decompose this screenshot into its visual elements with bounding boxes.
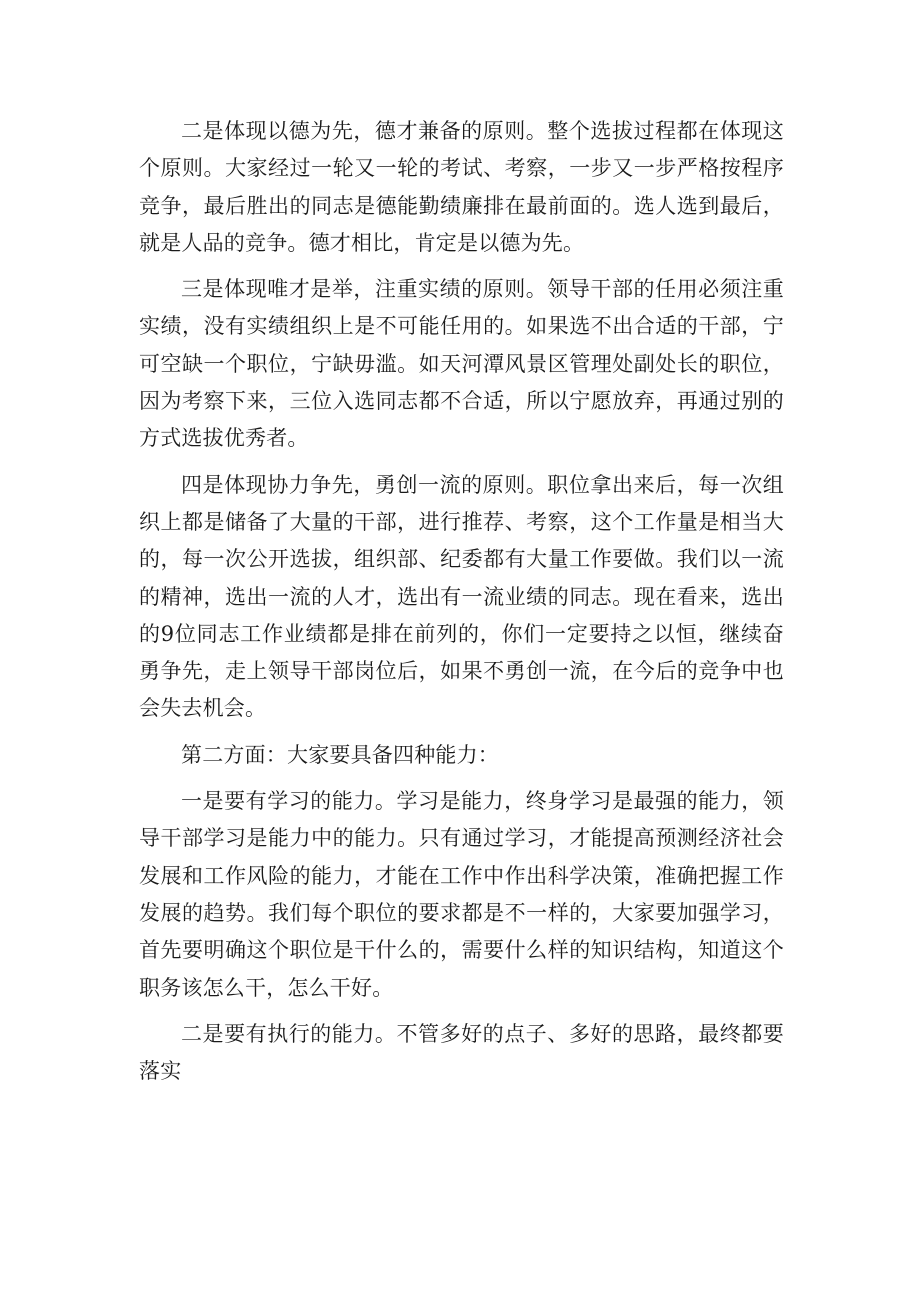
paragraph-virtue-first: 二是体现以德为先，德才兼备的原则。整个选拔过程都在体现这个原则。大家经过一轮又一轮的考试、考察，一步又一步严格按程序竞争，最后胜出的同志是德能勤绩廉排在最前面的。选人选到最后，就是人品的竞争。德才相比，肯定是以德为先。 xyxy=(139,119,784,255)
paragraph-merit-based: 三是体现唯才是举，注重实绩的原则。领导干部的任用必须注重实绩，没有实绩组织上是不可能任用的。如果选不出合适的干部，宁可空缺一个职位，宁缺毋滥。如天河潭风景区管理处副处长的职位，因为考察下来，三位入选同志都不合适，所以宁愿放弃，再通过别的方式选拔优秀者。 xyxy=(139,277,784,451)
section-heading-four-abilities: 第二方面：大家要具备四种能力： xyxy=(181,742,499,767)
paragraph-strive-first-class: 四是体现协力争先，勇创一流的原则。职位拿出来后，每一次组织上都是储备了大量的干部，进行推荐、考察，这个工作量是相当大的，每一次公开选拔，组织部、纪委都有大量工作要做。我们以一流的精神，选出一流的人才，选出有一流业绩的同志。现在看来，选出的9位同志工作业绩都是排在前列的，你们一定要持之以恒，继续奋勇争先，走上领导干部岗位后，如果不勇创一流，在今后的竞争中也会失去机会。 xyxy=(139,472,784,721)
document-body xyxy=(139,113,784,1090)
paragraph-execution-ability: 二是要有执行的能力。不管多好的点子、多好的思路，最终都要落实 xyxy=(139,1021,784,1084)
paragraph-learning-ability: 一是要有学习的能力。学习是能力，终身学习是最强的能力，领导干部学习是能力中的能力。只有通过学习，才能提高预测经济社会发展和工作风险的能力，才能在工作中作出科学决策，准确把握工作发展的趋势。我们每个职位的要求都是不一样的，大家要加强学习，首先要明确这个职位是干什么的，需要什么样的知识结构，知道这个职务该怎么干，怎么干好。 xyxy=(139,789,784,1000)
